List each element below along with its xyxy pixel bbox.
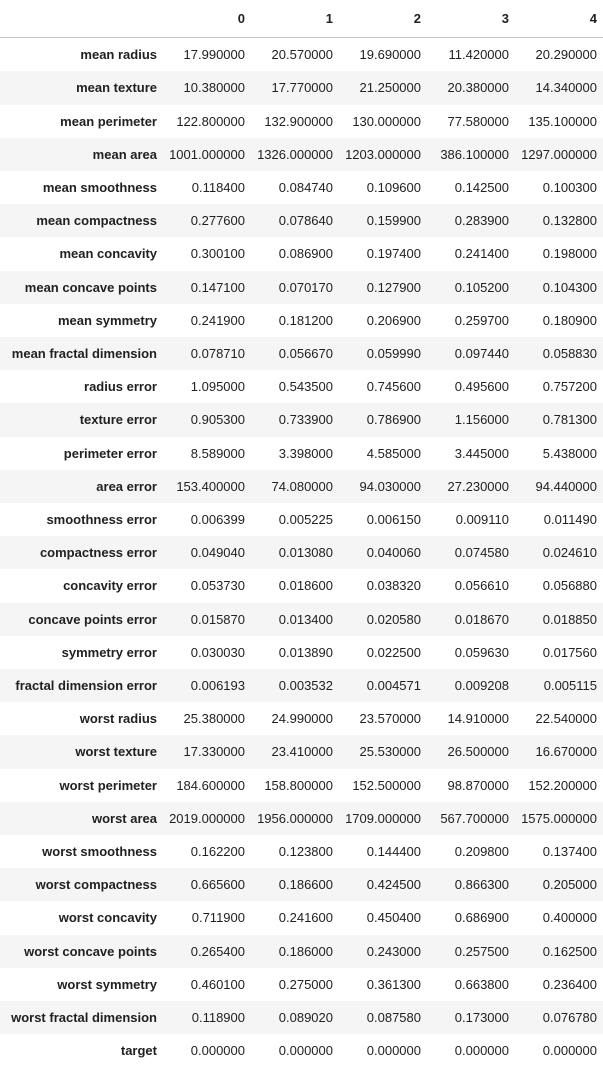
cell-value: 19.690000 [359,47,421,63]
cell-value: 0.277600 [190,213,245,229]
cell-value: 0.056880 [542,578,597,594]
cell-value: 1575.000000 [521,810,597,826]
cell-value: 0.018600 [278,578,333,594]
row-label: worst smoothness [42,844,157,860]
cell-value: 14.340000 [535,80,597,96]
cell-value: 26.500000 [447,744,509,760]
cell-value: 0.006399 [190,512,245,528]
cell-value: 1709.000000 [345,810,421,826]
table-row [0,171,603,204]
cell-value: 0.209800 [454,844,509,860]
cell-value: 0.013890 [278,644,333,660]
cell-value: 0.275000 [278,976,333,992]
row-label: worst concave points [24,943,157,959]
cell-value: 0.757200 [542,379,597,395]
row-label: worst fractal dimension [11,1010,157,1026]
table-row [0,536,603,569]
cell-value: 20.570000 [271,47,333,63]
cell-value: 130.000000 [352,113,421,129]
cell-value: 132.900000 [264,113,333,129]
cell-value: 0.058830 [542,346,597,362]
cell-value: 0.000000 [542,1043,597,1059]
cell-value: 0.127900 [366,279,421,295]
cell-value: 0.009208 [454,678,509,694]
cell-value: 0.030030 [190,644,245,660]
cell-value: 0.078640 [278,213,333,229]
cell-value: 0.283900 [454,213,509,229]
cell-value: 0.118900 [191,1010,245,1026]
cell-value: 1001.000000 [169,146,245,162]
cell-value: 0.076780 [542,1010,597,1026]
table-body [0,38,603,1068]
cell-value: 0.257500 [454,943,509,959]
cell-value: 0.070170 [278,279,333,295]
row-label: concavity error [63,578,157,594]
table-row [0,370,603,403]
cell-value: 0.123800 [278,844,333,860]
cell-value: 0.543500 [278,379,333,395]
cell-value: 0.265400 [190,943,245,959]
row-label: fractal dimension error [15,678,157,694]
cell-value: 0.159900 [366,213,421,229]
table-row [0,237,603,270]
cell-value: 152.200000 [528,777,597,793]
cell-value: 3.398000 [278,445,333,461]
table-row [0,935,603,968]
cell-value: 0.087580 [366,1010,421,1026]
row-label: worst concavity [58,910,157,926]
cell-value: 27.230000 [447,478,509,494]
cell-value: 0.105200 [454,279,509,295]
cell-value: 0.137400 [542,844,597,860]
cell-value: 4.585000 [366,445,421,461]
cell-value: 158.800000 [264,777,333,793]
cell-value: 0.300100 [190,246,245,262]
column-header: 2 [339,0,427,38]
row-label: mean radius [80,47,157,63]
cell-value: 135.100000 [528,113,597,129]
table-header [0,0,603,38]
cell-value: 386.100000 [440,146,509,162]
table-row [0,1034,603,1067]
table-row [0,337,603,370]
cell-value: 0.495600 [454,379,509,395]
cell-value: 153.400000 [176,478,245,494]
cell-value: 0.197400 [366,246,421,262]
table-row [0,968,603,1001]
cell-value: 2019.000000 [169,810,245,826]
table-row [0,204,603,237]
cell-value: 0.009110 [455,512,509,528]
column-header: 0 [163,0,251,38]
table-row [0,569,603,602]
cell-value: 0.361300 [366,976,421,992]
row-label: mean concave points [24,279,157,295]
cell-value: 0.022500 [366,644,421,660]
cell-value: 1956.000000 [257,810,333,826]
row-label: worst perimeter [59,777,157,793]
row-label: compactness error [39,545,157,561]
cell-value: 0.400000 [542,910,597,926]
cell-value: 0.038320 [366,578,421,594]
cell-value: 94.440000 [535,478,597,494]
cell-value: 0.053730 [190,578,245,594]
cell-value: 0.003532 [278,678,333,694]
cell-value: 0.000000 [278,1043,333,1059]
cell-value: 0.142500 [454,180,509,196]
column-header: 4 [515,0,603,38]
cell-value: 0.181200 [278,312,333,328]
cell-value: 0.745600 [366,379,421,395]
cell-value: 14.910000 [447,711,509,727]
cell-value: 1.095000 [190,379,245,395]
cell-value: 0.024610 [542,545,597,561]
cell-value: 20.290000 [535,47,597,63]
cell-value: 0.236400 [542,976,597,992]
cell-value: 25.530000 [359,744,421,760]
row-label: worst compactness [35,877,157,893]
cell-value: 5.438000 [542,445,597,461]
cell-value: 0.011490 [543,512,597,528]
cell-value: 0.006150 [366,512,421,528]
cell-value: 0.206900 [366,312,421,328]
row-label: perimeter error [63,445,157,461]
table-row [0,138,603,171]
cell-value: 24.990000 [271,711,333,727]
cell-value: 0.000000 [190,1043,245,1059]
cell-value: 0.049040 [190,545,245,561]
cell-value: 0.173000 [454,1010,509,1026]
cell-value: 20.380000 [447,80,509,96]
cell-value: 17.330000 [183,744,245,760]
cell-value: 0.243000 [366,943,421,959]
cell-value: 23.410000 [271,744,333,760]
cell-value: 16.670000 [535,744,597,760]
cell-value: 0.162200 [190,844,245,860]
table-row [0,769,603,802]
cell-value: 17.990000 [183,47,245,63]
table-row [0,735,603,768]
cell-value: 11.420000 [448,47,509,63]
cell-value: 0.004571 [366,678,421,694]
cell-value: 0.162500 [542,943,597,959]
column-header: 3 [427,0,515,38]
table-row [0,636,603,669]
cell-value: 0.180900 [542,312,597,328]
cell-value: 0.056670 [278,346,333,362]
cell-value: 0.084740 [278,180,333,196]
table-row [0,403,603,436]
cell-value: 0.020580 [366,611,421,627]
cell-value: 0.663800 [454,976,509,992]
cell-value: 0.241400 [454,246,509,262]
cell-value: 8.589000 [190,445,245,461]
cell-value: 0.866300 [454,877,509,893]
cell-value: 10.380000 [183,80,245,96]
cell-value: 0.424500 [366,877,421,893]
cell-value: 0.132800 [542,213,597,229]
cell-value: 17.770000 [271,80,333,96]
cell-value: 0.015870 [190,611,245,627]
cell-value: 0.781300 [542,412,597,428]
row-label: symmetry error [61,644,157,660]
row-label: smoothness error [46,512,157,528]
cell-value: 1297.000000 [521,146,597,162]
cell-value: 0.017560 [542,644,597,660]
cell-value: 0.000000 [454,1043,509,1059]
row-label: worst radius [79,711,157,727]
cell-value: 0.186600 [278,877,333,893]
cell-value: 184.600000 [176,777,245,793]
row-label: texture error [79,412,157,428]
cell-value: 152.500000 [352,777,421,793]
row-label: target [120,1043,157,1059]
table-row [0,1001,603,1034]
table-row [0,437,603,470]
cell-value: 0.086900 [278,246,333,262]
cell-value: 1.156000 [454,412,509,428]
cell-value: 0.118400 [191,180,245,196]
row-label: mean fractal dimension [11,346,157,362]
cell-value: 94.030000 [359,478,421,494]
row-label: radius error [84,379,157,395]
cell-value: 0.259700 [454,312,509,328]
row-label: mean symmetry [58,312,157,328]
table-row [0,503,603,536]
cell-value: 0.786900 [366,412,421,428]
row-label: mean perimeter [60,113,157,129]
cell-value: 0.018850 [542,611,597,627]
cell-value: 23.570000 [359,711,421,727]
table-row [0,603,603,636]
cell-value: 0.059990 [366,346,421,362]
table-row [0,669,603,702]
cell-value: 21.250000 [359,80,421,96]
table-row [0,470,603,503]
cell-value: 0.144400 [366,844,421,860]
cell-value: 0.078710 [190,346,245,362]
cell-value: 0.109600 [366,180,421,196]
cell-value: 122.800000 [176,113,245,129]
cell-value: 0.198000 [542,246,597,262]
cell-value: 1203.000000 [345,146,421,162]
cell-value: 0.100300 [542,180,597,196]
cell-value: 0.040060 [366,545,421,561]
cell-value: 0.686900 [454,910,509,926]
row-label: mean compactness [36,213,157,229]
cell-value: 0.000000 [366,1043,421,1059]
row-label: concave points error [28,611,157,627]
header-row [0,0,603,38]
cell-value: 0.665600 [190,877,245,893]
cell-value: 0.074580 [454,545,509,561]
cell-value: 567.700000 [440,810,509,826]
table-row [0,901,603,934]
table-row [0,702,603,735]
table-row [0,802,603,835]
cell-value: 0.241900 [190,312,245,328]
cell-value: 0.013400 [278,611,333,627]
cell-value: 0.733900 [278,412,333,428]
row-label: area error [96,478,157,494]
cell-value: 98.870000 [447,777,509,793]
cell-value: 0.005115 [543,678,597,694]
column-header: 1 [251,0,339,38]
cell-value: 0.056610 [454,578,509,594]
cell-value: 0.006193 [190,678,245,694]
cell-value: 0.089020 [278,1010,333,1026]
cell-value: 74.080000 [271,478,333,494]
cell-value: 0.205000 [542,877,597,893]
cell-value: 0.241600 [278,910,333,926]
row-label: mean concavity [59,246,157,262]
row-label: mean smoothness [42,180,157,196]
cell-value: 0.460100 [190,976,245,992]
cell-value: 0.711900 [191,910,245,926]
cell-value: 0.186000 [278,943,333,959]
cell-value: 77.580000 [447,113,509,129]
table-row [0,105,603,138]
table-row [0,38,603,72]
cell-value: 3.445000 [454,445,509,461]
cell-value: 0.013080 [278,545,333,561]
table-row [0,835,603,868]
cell-value: 0.147100 [190,279,245,295]
cell-value: 1326.000000 [257,146,333,162]
cell-value: 22.540000 [535,711,597,727]
row-label: mean texture [76,80,157,96]
row-label: worst symmetry [57,976,157,992]
cell-value: 0.005225 [278,512,333,528]
row-label: worst area [91,810,157,826]
row-label: mean area [92,146,157,162]
cell-value: 0.104300 [542,279,597,295]
table-row [0,304,603,337]
index-corner-cell [0,0,163,38]
cell-value: 0.059630 [454,644,509,660]
cell-value: 25.380000 [183,711,245,727]
table-row [0,71,603,104]
cell-value: 0.018670 [454,611,509,627]
cell-value: 0.450400 [366,910,421,926]
table-row [0,868,603,901]
row-label: worst texture [75,744,157,760]
cell-value: 0.905300 [190,412,245,428]
cell-value: 0.097440 [454,346,509,362]
table-row [0,271,603,304]
